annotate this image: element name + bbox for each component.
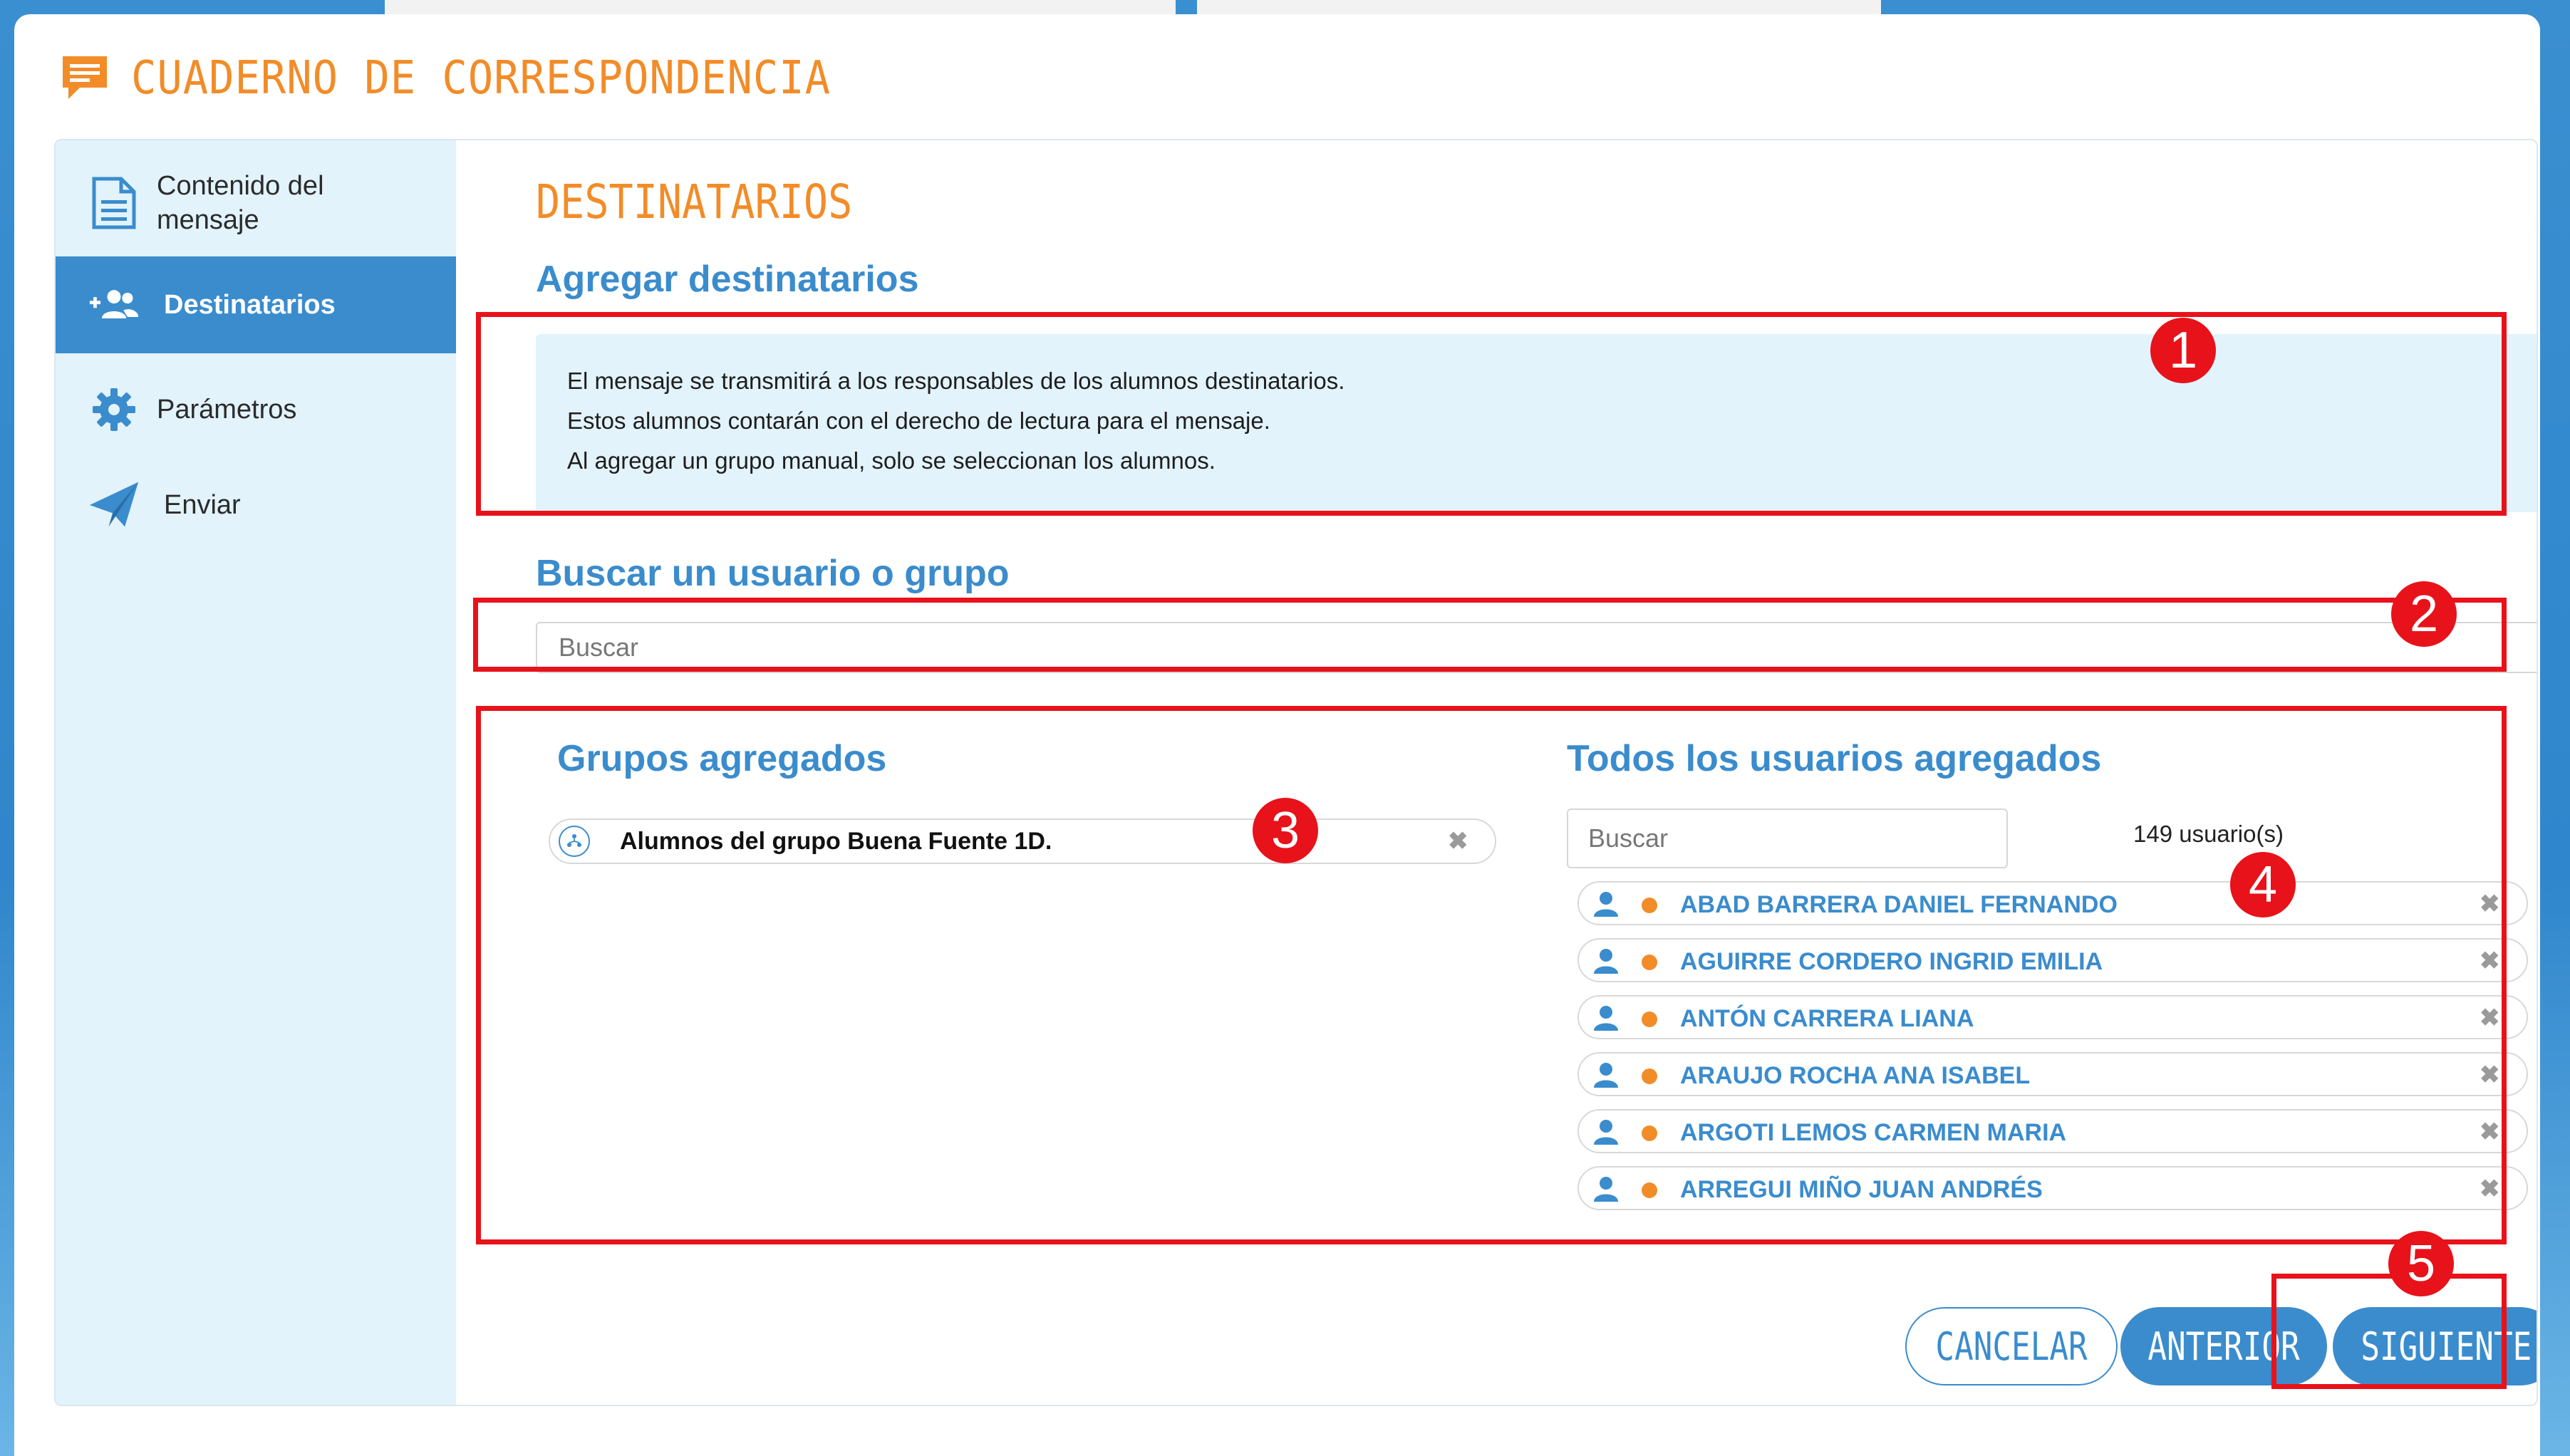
background-tab xyxy=(385,0,1176,14)
user-icon xyxy=(1592,890,1620,918)
group-item[interactable] xyxy=(549,818,1496,864)
remove-group-icon[interactable]: ✖ xyxy=(1448,828,1468,855)
user-name: AGUIRRE CORDERO INGRID EMILIA xyxy=(1680,948,2103,975)
status-dot xyxy=(1642,1068,1657,1084)
user-name: ANTÓN CARRERA LIANA xyxy=(1680,1005,1974,1032)
search-input[interactable] xyxy=(536,622,2538,673)
user-icon xyxy=(1592,1061,1620,1089)
annotation-number: 3 xyxy=(1253,798,1318,863)
add-recipients-heading: Agregar destinatarios xyxy=(536,259,919,300)
remove-user-icon[interactable]: ✖ xyxy=(2480,947,2500,974)
sidebar-item-label: Enviar xyxy=(164,490,241,520)
sidebar-item-contenido[interactable] xyxy=(56,160,456,246)
user-list-item[interactable] xyxy=(1577,881,2528,925)
user-name: ARGOTI LEMOS CARMEN MARIA xyxy=(1680,1119,2067,1146)
info-line: Al agregar un grupo manual, solo se seleccionan los alumnos. xyxy=(567,447,1216,474)
section-title: DESTINATARIOS xyxy=(536,175,853,229)
groups-heading: Grupos agregados xyxy=(557,738,887,779)
user-list-item[interactable] xyxy=(1577,938,2528,982)
add-users-icon xyxy=(88,279,140,331)
next-button[interactable] xyxy=(2333,1307,2538,1385)
user-list-item[interactable] xyxy=(1577,1109,2528,1153)
annotation-number: 2 xyxy=(2391,581,2457,647)
user-name: ARREGUI MIÑO JUAN ANDRÉS xyxy=(1680,1176,2043,1203)
app-window xyxy=(14,14,2540,1456)
user-list-item[interactable] xyxy=(1577,995,2528,1039)
cancel-label: CANCELAR xyxy=(1935,1324,2088,1369)
recipients-content xyxy=(456,140,2537,1405)
info-line: El mensaje se transmitirá a los responsables de los alumnos destinatarios. xyxy=(567,368,1345,394)
user-icon xyxy=(1592,1118,1620,1146)
wizard-sidebar xyxy=(56,140,456,1405)
user-icon xyxy=(1592,1004,1620,1032)
group-icon xyxy=(559,826,590,857)
remove-user-icon[interactable]: ✖ xyxy=(2480,1061,2500,1088)
sidebar-item-label: Parámetros xyxy=(157,395,297,425)
search-heading: Buscar un usuario o grupo xyxy=(536,553,1010,594)
status-dot xyxy=(1642,1125,1657,1141)
sidebar-item-label: Contenido del mensaje xyxy=(157,171,324,235)
annotation-number: 4 xyxy=(2230,852,2296,917)
cancel-button[interactable] xyxy=(1905,1307,2118,1385)
status-dot xyxy=(1642,1012,1657,1027)
paper-plane-icon xyxy=(88,479,140,531)
previous-button[interactable] xyxy=(2120,1307,2327,1385)
status-dot xyxy=(1642,1182,1657,1198)
sidebar-item-enviar[interactable] xyxy=(56,469,456,541)
user-icon xyxy=(1592,1175,1620,1203)
remove-user-icon[interactable]: ✖ xyxy=(2480,1004,2500,1031)
user-list-item[interactable] xyxy=(1577,1052,2528,1096)
sidebar-item-label: Destinatarios xyxy=(164,290,336,320)
users-heading: Todos los usuarios agregados xyxy=(1567,738,2102,779)
gear-icon xyxy=(88,384,140,435)
user-icon xyxy=(1592,947,1620,975)
status-dot xyxy=(1642,898,1657,913)
annotation-number: 1 xyxy=(2150,318,2216,383)
next-label: SIGUIENTE xyxy=(2361,1324,2532,1369)
user-name: ARAUJO ROCHA ANA ISABEL xyxy=(1680,1062,2031,1089)
app-title: CUADERNO DE CORRESPONDENCIA xyxy=(131,52,831,105)
user-list-item[interactable] xyxy=(1577,1166,2528,1210)
info-box xyxy=(536,334,2538,512)
sidebar-item-destinatarios[interactable] xyxy=(56,256,456,353)
group-label: Alumnos del grupo Buena Fuente 1D. xyxy=(620,827,1052,855)
sidebar-item-parametros[interactable] xyxy=(56,375,456,444)
user-search-input[interactable] xyxy=(1567,808,2008,868)
annotation-number: 5 xyxy=(2388,1231,2454,1296)
app-header xyxy=(58,50,891,107)
user-name: ABAD BARRERA DANIEL FERNANDO xyxy=(1680,891,2118,918)
info-line: Estos alumnos contarán con el derecho de lectura para el mensaje. xyxy=(567,407,1270,434)
status-dot xyxy=(1642,955,1657,970)
previous-label: ANTERIOR xyxy=(2147,1324,2300,1369)
document-icon xyxy=(88,177,140,229)
background-tab xyxy=(1197,0,1881,14)
remove-user-icon[interactable]: ✖ xyxy=(2480,1118,2500,1145)
remove-user-icon[interactable]: ✖ xyxy=(2480,890,2500,917)
chat-bubble-icon xyxy=(58,52,111,105)
user-count: 149 usuario(s) xyxy=(2133,821,2284,847)
remove-user-icon[interactable]: ✖ xyxy=(2480,1175,2500,1202)
